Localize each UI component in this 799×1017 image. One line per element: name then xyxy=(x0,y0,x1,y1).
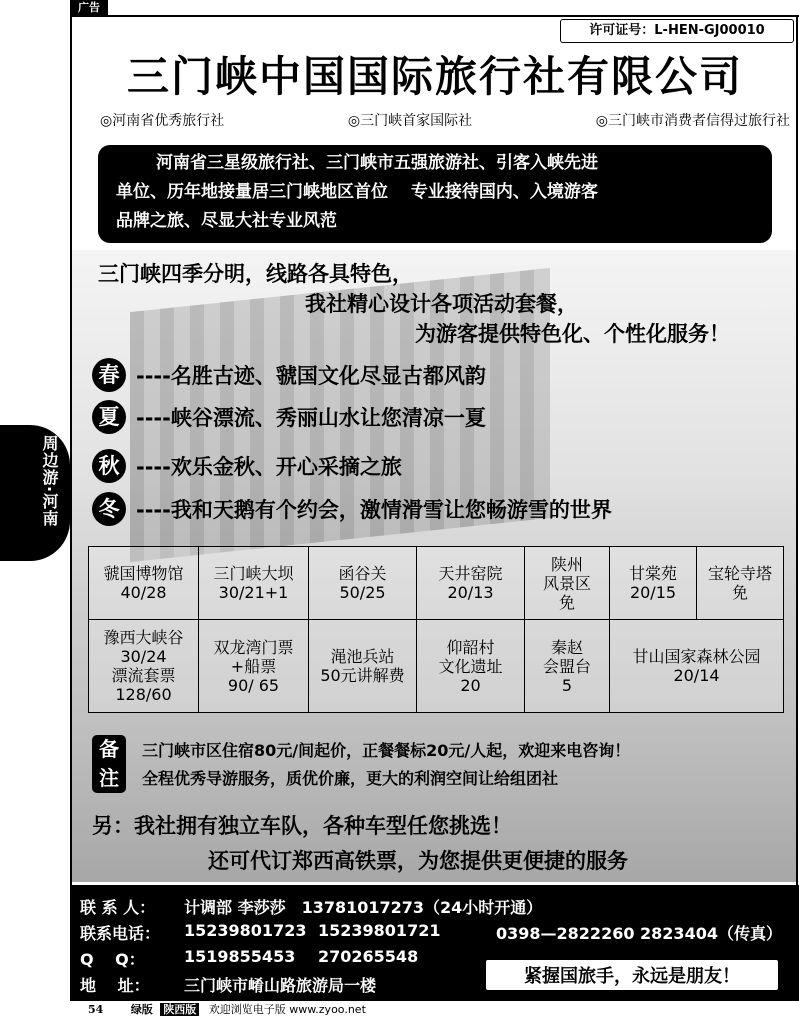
page-number: 54 xyxy=(88,1003,104,1016)
contact-phone-label: 联系电话： xyxy=(80,924,161,943)
season-text: ----我和天鹅有个约会，激情滑雪让您畅游雪的世界 xyxy=(136,498,612,522)
attraction-detail: 文化遗址 xyxy=(438,656,503,676)
season-row-autumn xyxy=(92,449,402,483)
attraction-detail: +船票 xyxy=(230,656,277,676)
attraction-detail: 20 xyxy=(460,675,481,695)
phone-number: 0398—2822260 2823404（传真） xyxy=(496,924,782,943)
attraction-cell xyxy=(609,619,784,713)
slogan-line: 我社精心设计各项活动套餐， xyxy=(305,292,578,316)
attraction-detail: 90/ 65 xyxy=(227,675,280,695)
summer-seal-icon: 夏 xyxy=(92,400,126,434)
attraction-name: 甘棠苑 xyxy=(628,564,677,583)
attraction-detail: 50/25 xyxy=(339,583,386,602)
spring-seal-icon: 春 xyxy=(92,358,126,392)
contact-address-label: 地 址： xyxy=(80,976,150,995)
attraction-detail: 20/13 xyxy=(447,583,494,602)
attraction-detail: 风景区 xyxy=(542,573,591,593)
honor-item: ◎河南省优秀旅行社 xyxy=(100,113,225,129)
intro-line: 品牌之旅、尽显大社专业风范 xyxy=(116,211,337,231)
page-footer xyxy=(88,1001,366,1017)
intro-line: 单位、历年地接量居三门峡地区首位 专业接待国内、入境游客 xyxy=(116,182,598,202)
attraction-name: 豫西大峡谷 xyxy=(103,628,184,647)
notes-badge-char: 注 xyxy=(99,766,119,790)
attraction-cell xyxy=(416,546,525,620)
season-row-summer xyxy=(92,400,486,434)
attraction-cell xyxy=(88,619,199,713)
attraction-name: 秦赵 xyxy=(550,637,583,657)
qq-number: 1519855453 xyxy=(184,947,296,966)
attraction-detail: 会盟台 xyxy=(542,656,591,676)
phone-number: 15239801721 xyxy=(318,921,441,940)
side-tab-label: 周边游·河南 xyxy=(40,435,59,528)
season-row-winter xyxy=(92,492,612,526)
winter-seal-icon: 冬 xyxy=(92,492,126,526)
season-text: ----名胜古迹、虢国文化尽显古都风韵 xyxy=(136,364,486,388)
attraction-name: 宝轮寺塔 xyxy=(707,564,772,583)
license-number: 许可证号：L-HEN-GJ00010 xyxy=(560,19,794,43)
edition-tag: 陕西版 xyxy=(160,1003,199,1016)
contact-qq-label: Q Q： xyxy=(80,950,145,969)
attraction-detail: 30/24 xyxy=(120,647,167,666)
attraction-detail: 50元讲解费 xyxy=(320,666,405,685)
contact-person-label: 联 系 人： xyxy=(80,898,156,917)
attraction-cell xyxy=(308,546,417,620)
attraction-detail: 20/15 xyxy=(629,583,677,602)
attraction-detail: 5 xyxy=(561,675,573,695)
attraction-detail: 免 xyxy=(731,583,748,602)
autumn-seal-icon: 秋 xyxy=(92,449,126,483)
note-line: 全程优秀导游服务，质优价廉，更大的利润空间让给组团社 xyxy=(142,769,559,788)
notes-badge-char: 备 xyxy=(99,737,119,761)
season-text: ----欢乐金秋、开心采摘之旅 xyxy=(136,455,402,479)
attraction-cell xyxy=(308,619,417,713)
motto-box: 紧握国旅手，永远是朋友！ xyxy=(484,958,780,992)
attraction-detail: 免 xyxy=(558,592,575,612)
contact-person: 计调部 李莎莎 13781017273（24小时开通） xyxy=(184,898,543,917)
train-ticket-line: 还可代订郑西高铁票，为您提供更便捷的服务 xyxy=(208,849,628,873)
honor-item: ◎三门峡市消费者信得过旅行社 xyxy=(595,113,790,129)
attraction-detail: 30/21+1 xyxy=(218,583,289,602)
attraction-name: 甘山国家森林公园 xyxy=(632,647,761,666)
slogan-line: 三门峡四季分明，线路各具特色， xyxy=(98,262,413,286)
notes-badge xyxy=(92,735,126,793)
contact-block xyxy=(70,885,799,1001)
side-tab xyxy=(0,425,70,561)
attraction-name: 陕州 xyxy=(550,554,583,574)
honors-row xyxy=(100,110,790,130)
phone-number: 15239801723 xyxy=(184,921,307,940)
attraction-name: 渑池兵站 xyxy=(330,647,395,666)
note-line: 三门峡市区住宿80元/间起价，正餐餐标20元/人起，欢迎来电咨询！ xyxy=(142,741,631,760)
attraction-detail: 漂流套票 xyxy=(111,666,176,685)
attraction-name: 双龙湾门票 xyxy=(213,637,294,657)
season-row-spring xyxy=(92,358,486,392)
intro-line: 河南省三星级旅行社、三门峡市五强旅游社、引客入峡先进 xyxy=(156,153,598,173)
attraction-detail: 20/14 xyxy=(673,666,720,685)
footer-text: 欢迎浏览电子版 www.zyoo.net xyxy=(208,1003,366,1016)
attraction-name: 虢国博物馆 xyxy=(103,564,184,583)
attraction-name: 三门峡大坝 xyxy=(213,564,294,583)
company-title: 三门峡中国国际旅行社有限公司 xyxy=(126,52,743,101)
attraction-cell xyxy=(696,546,784,620)
attraction-cell xyxy=(524,619,610,713)
honor-item: ◎三门峡首家国际社 xyxy=(347,113,473,129)
attraction-detail: 40/28 xyxy=(120,583,167,602)
contact-address: 三门峡市崤山路旅游局一楼 xyxy=(184,976,377,995)
slogan-line: 为游客提供特色化、个性化服务！ xyxy=(415,322,730,346)
attraction-name: 函谷关 xyxy=(338,564,387,583)
ad-tag: 广告 xyxy=(70,0,108,15)
qq-number: 270265548 xyxy=(318,947,419,966)
edition-label: 绿版 xyxy=(130,1003,153,1016)
attraction-name: 天井窑院 xyxy=(438,564,503,583)
attraction-cell xyxy=(198,619,309,713)
attraction-cell xyxy=(609,546,697,620)
attraction-cell xyxy=(416,619,525,713)
attraction-cell xyxy=(524,546,610,620)
season-text: ----峡谷漂流、秀丽山水让您清凉一夏 xyxy=(136,406,486,430)
attraction-cell xyxy=(198,546,309,620)
intro-box xyxy=(98,145,772,243)
fleet-line: 另：我社拥有独立车队，各种车型任您挑选！ xyxy=(92,814,512,838)
attraction-detail: 128/60 xyxy=(115,685,172,704)
attraction-cell xyxy=(88,546,199,620)
attraction-name: 仰韶村 xyxy=(446,637,495,657)
